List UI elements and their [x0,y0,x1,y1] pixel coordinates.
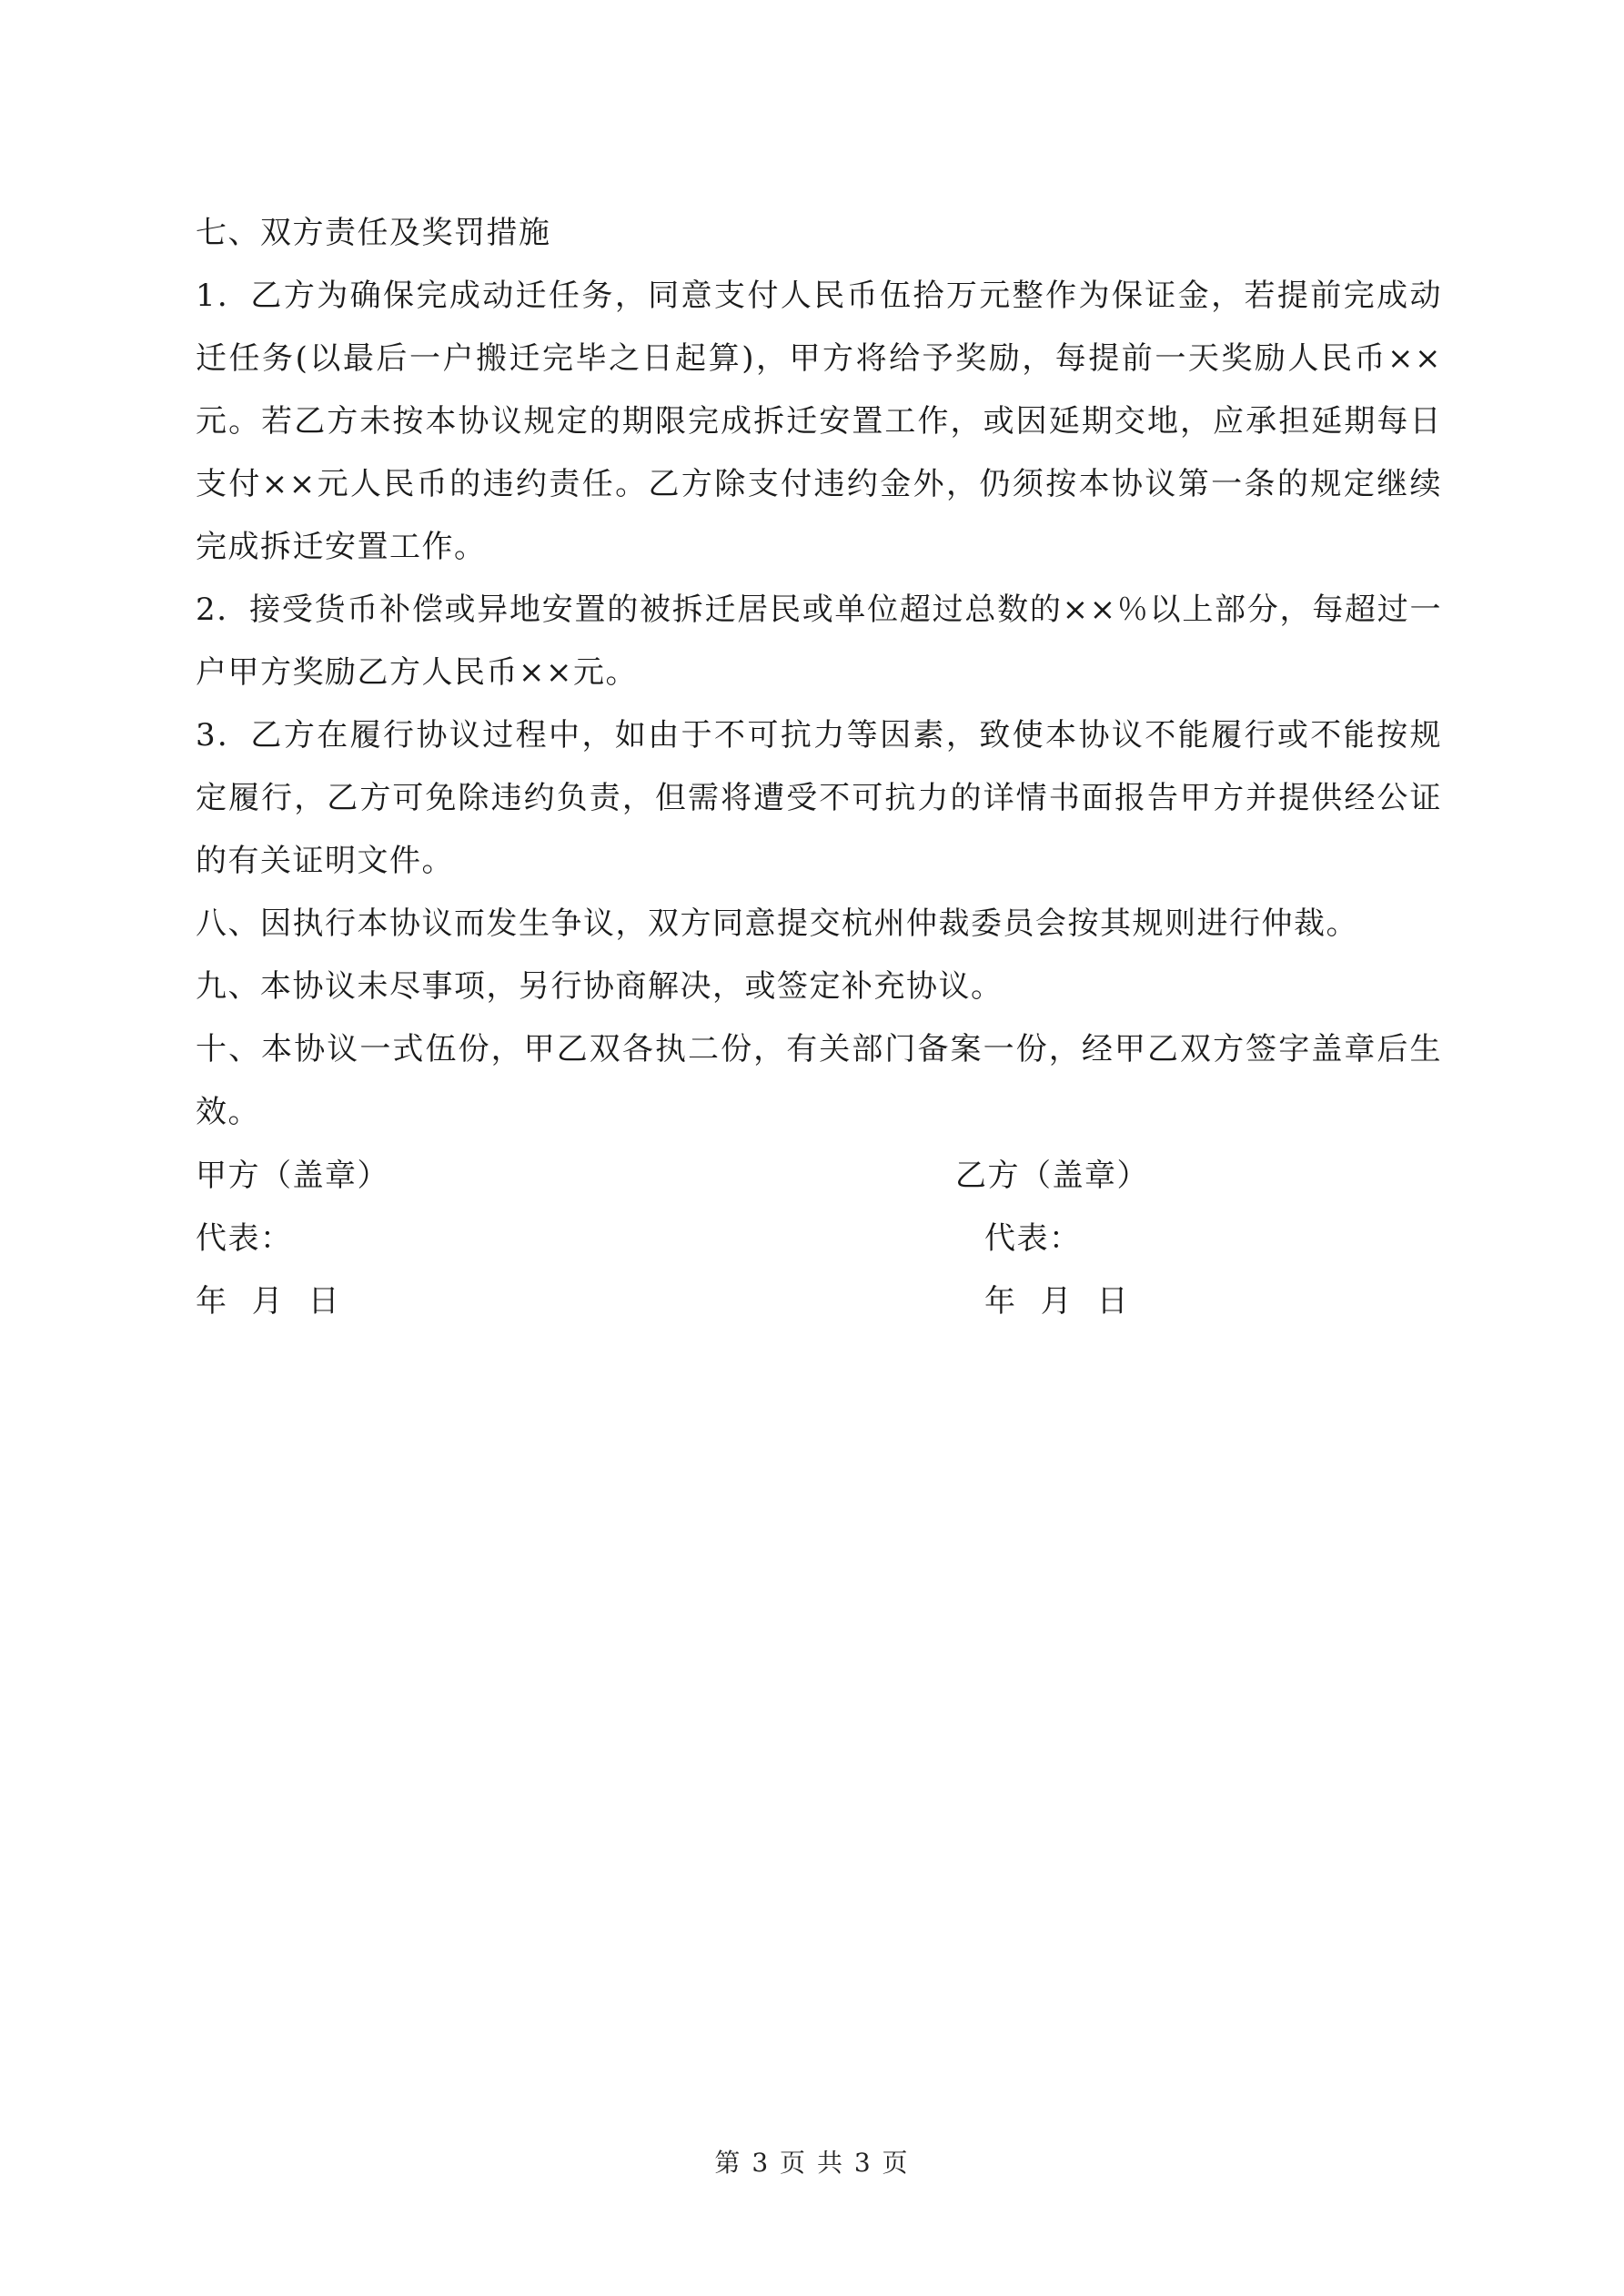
agreement-body [196,202,1442,1144]
section-10: 十、本协议一式伍份，甲乙双各执二份，有关部门备案一份，经甲乙双方签字盖章后生效。 [196,1031,1442,1130]
party-b-seal-label: 乙方（盖章） [955,1158,1149,1194]
party-b-signature-block [955,1145,1442,1333]
section-7-item-2: 2．接受货币补偿或异地安置的被拆迁居民或单位超过总数的××％以上部分，每超过一户甲方奖励乙方人民币××元。 [196,592,1442,691]
party-a-representative-label: 代表： [196,1220,293,1257]
section-8: 八、因执行本协议而发生争议，双方同意提交杭州仲裁委员会按其规则进行仲裁。 [196,905,1358,942]
party-b-date-label: 年 月 日 [984,1283,1130,1320]
party-a-date-label: 年 月 日 [196,1283,341,1320]
section-7-heading: 七、双方责任及奖罚措施 [196,215,551,251]
party-a-seal-label: 甲方（盖章） [196,1158,389,1194]
party-b-representative-label: 代表： [984,1220,1082,1257]
page-footer: 第 3 页 共 3 页 [714,2148,910,2178]
section-7-item-1: 1．乙方为确保完成动迁任务，同意支付人民币伍拾万元整作为保证金，若提前完成动迁任务(以最后一户搬迁完毕之日起算)，甲方将给予奖励，每提前一天奖励人民币××元。若乙方未按本协议规定的期限完成拆迁安置工作，或因延期交地，应承担延期每日支付××元人民币的违约责任。乙方除支付违约金外，仍须按本协议第一条的规定继续完成拆迁安置工作。 [196,278,1442,565]
section-7-item-3: 3．乙方在履行协议过程中，如由于不可抗力等因素，致使本协议不能履行或不能按规定履行，乙方可免除违约负责，但需将遭受不可抗力的详情书面报告甲方并提供经公证的有关证明文件。 [196,717,1442,879]
party-a-signature-block [196,1145,832,1333]
section-9: 九、本协议未尽事项，另行协商解决，或签定补充协议。 [196,968,1004,1005]
